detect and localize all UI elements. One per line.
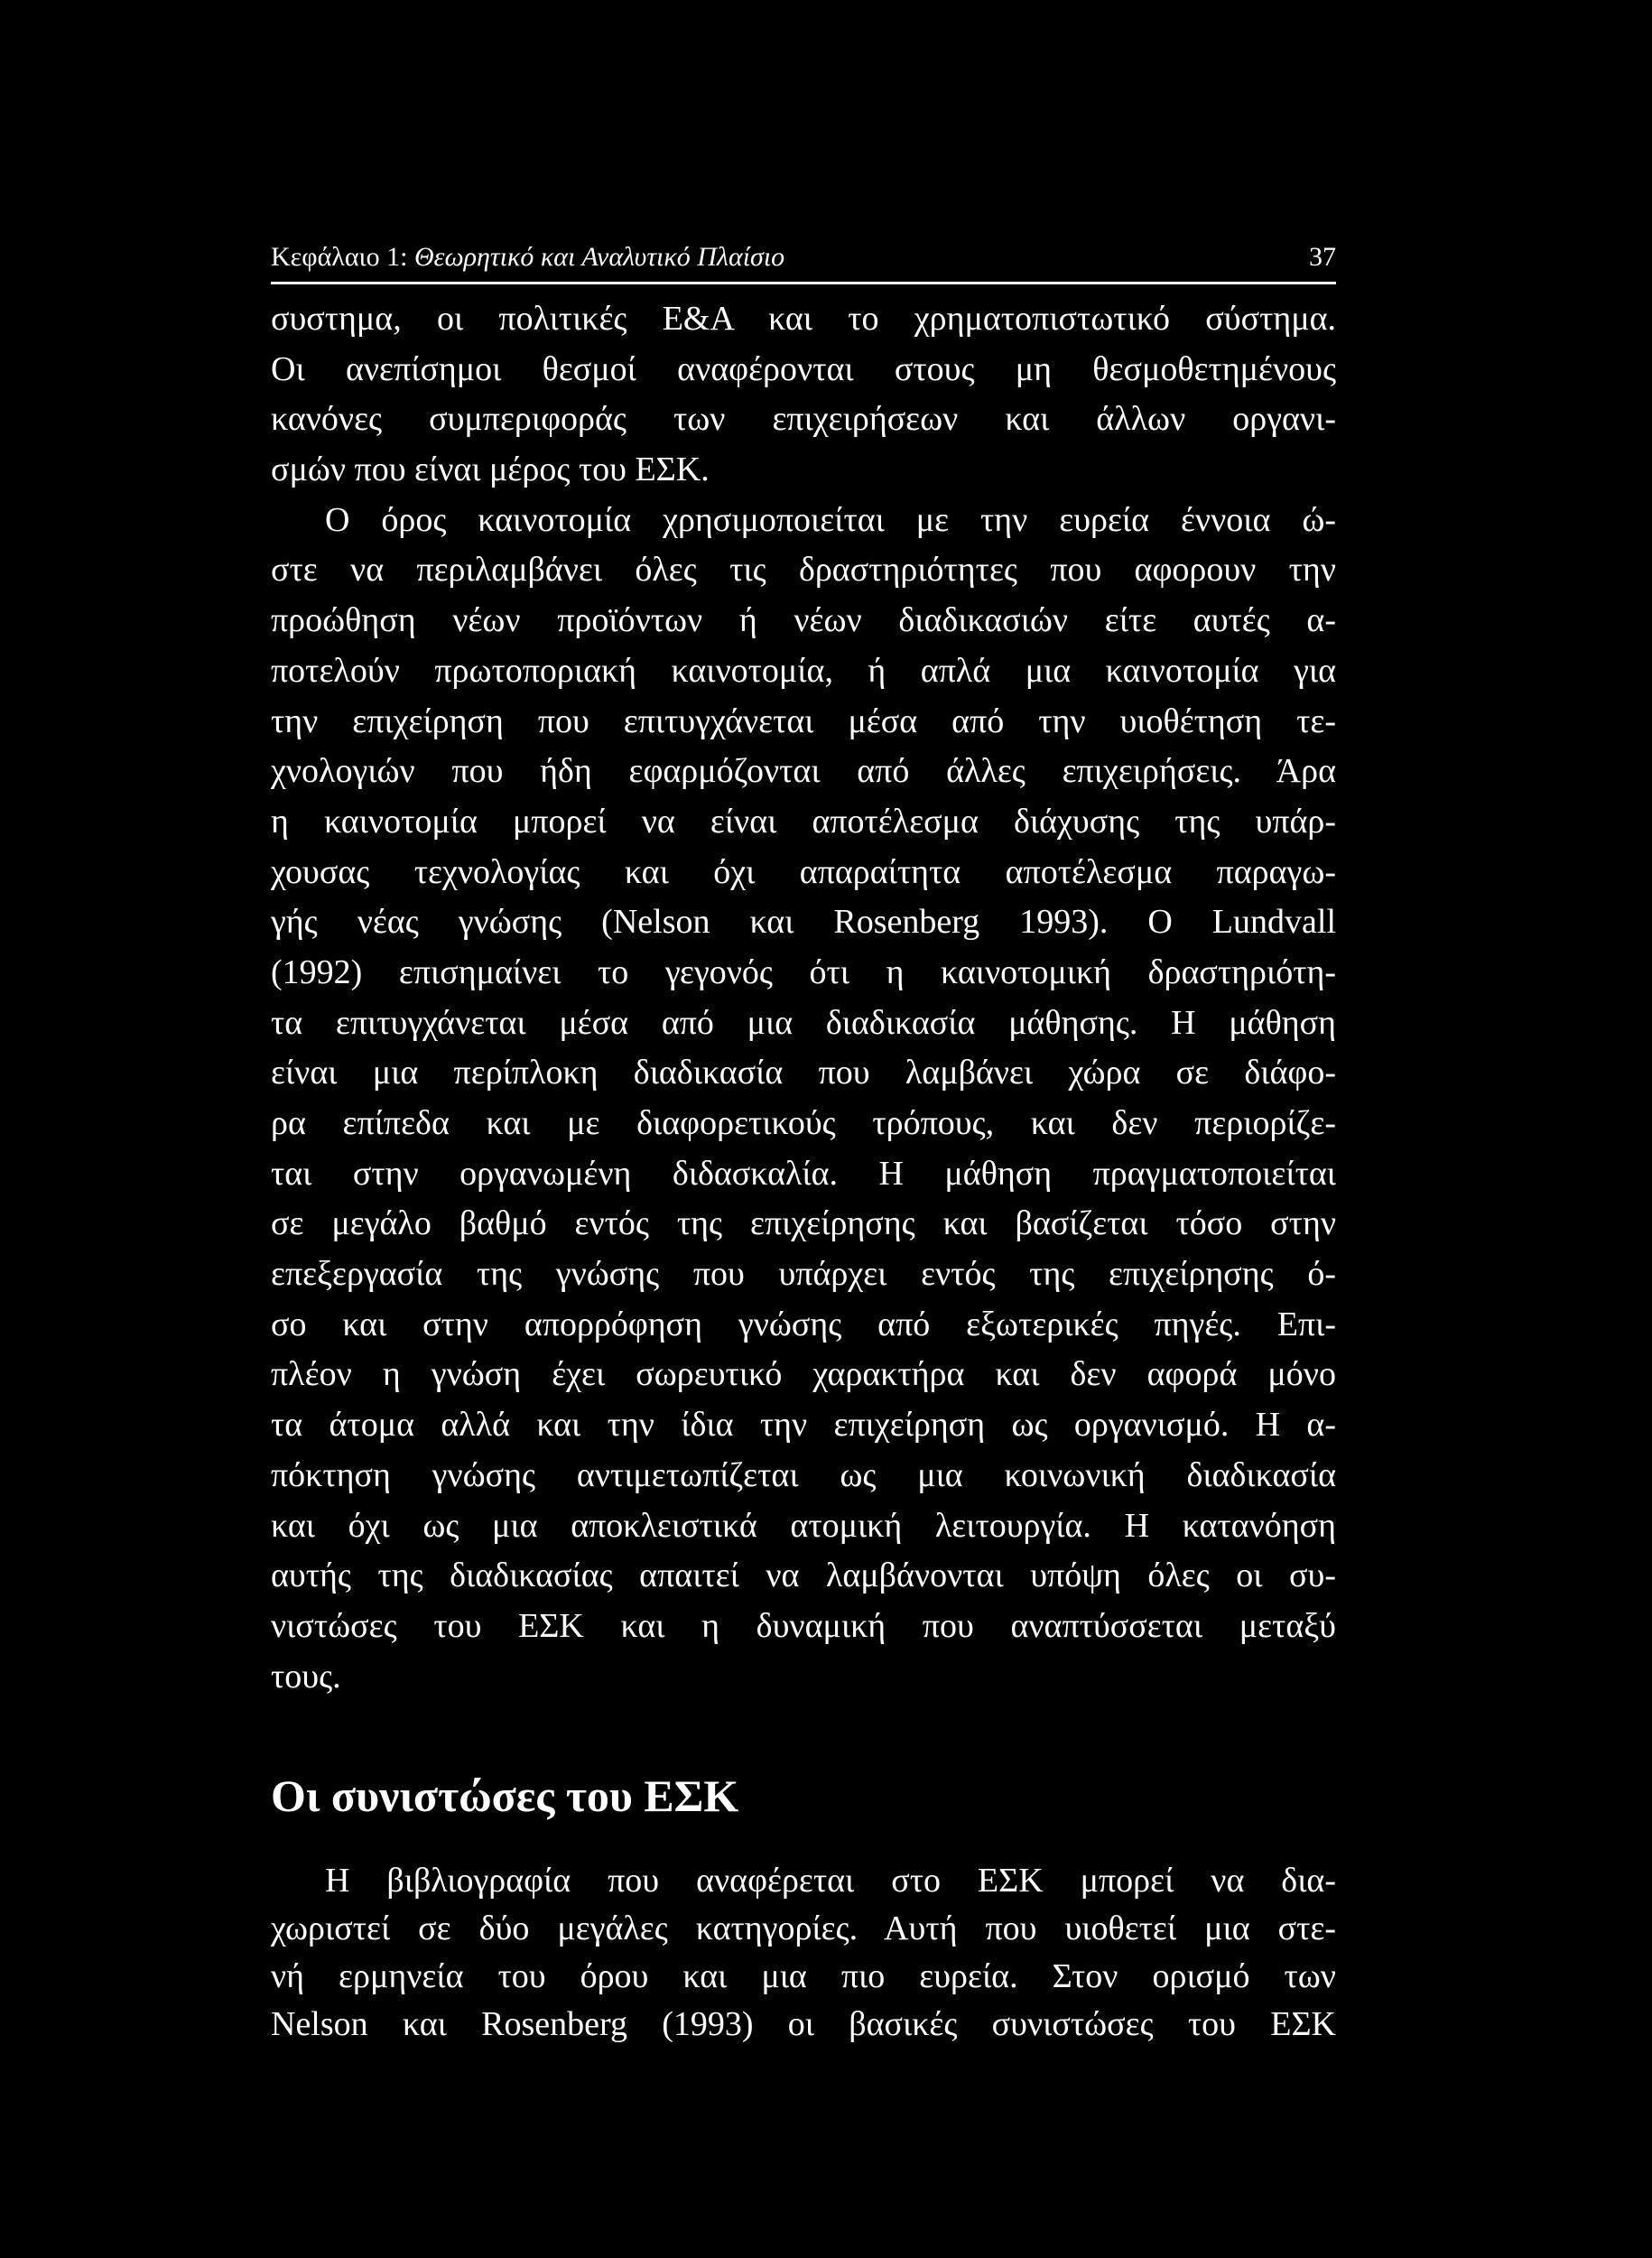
text-line: ται στην οργανωμένη διδασκαλία. Η μάθηση πραγματοποιείται	[271, 1154, 1336, 1193]
text-line: Η βιβλιογραφία που αναφέρεται στο ΕΣΚ μπορεί να δια-	[325, 1862, 1336, 1900]
text-line: πόκτηση γνώσης αντιμετωπίζεται ως μια κοινωνική διαδικασία	[271, 1455, 1336, 1494]
body-text	[271, 294, 1336, 1702]
text-line: η καινοτομία μπορεί να είναι αποτέλεσμα διάχυσης της υπάρ-	[271, 802, 1336, 841]
chapter-title	[271, 242, 784, 273]
text-line: νή ερμηνεία του όρου και μια πιο ευρεία. Στον ορισμό των	[271, 1957, 1336, 1995]
text-line: κανόνες συμπεριφοράς των επιχειρήσεων και άλλων οργανι-	[271, 400, 1336, 439]
text-line: ποτελούν πρωτοποριακή καινοτομία, ή απλά μια καινοτομία για	[271, 651, 1336, 690]
chapter-label: Κεφάλαιο 1:	[271, 242, 408, 272]
header-rule	[271, 282, 1336, 284]
text-line: τα άτομα αλλά και την ίδια την επιχείρηση ως οργανισμό. Η α-	[271, 1406, 1336, 1445]
text-line: χωριστεί σε δύο μεγάλες κατηγορίες. Αυτή που υιοθετεί μια στε-	[271, 1910, 1336, 1947]
text-line: σμών που είναι μέρος του ΕΣΚ.	[271, 451, 710, 489]
text-line: τους.	[271, 1657, 341, 1696]
text-line: γής νέας γνώσης (Nelson και Rosenberg 1993). Ο Lundvall	[271, 903, 1336, 942]
page-number: 37	[1309, 242, 1336, 272]
text-line: συστημα, οι πολιτικές Ε&Α και το χρηματοπιστωτικό σύστημα.	[271, 300, 1336, 338]
text-line: στε να περιλαμβάνει όλες τις δραστηριότητες που αφορουν την	[271, 551, 1336, 590]
text-line: Οι ανεπίσημοι θεσμοί αναφέρονται στους μη θεσμοθετημένους	[271, 349, 1336, 388]
section-text	[271, 1857, 1336, 2049]
text-line: και όχι ως μια αποκλειστικά ατομική λειτουργία. Η κατανόηση	[271, 1506, 1336, 1545]
text-line: Ο όρος καινοτομία χρησιμοποιείται με την ευρεία έννοια ώ-	[325, 500, 1336, 539]
text-line: χουσας τεχνολογίας και όχι απαραίτητα αποτέλεσμα παραγω-	[271, 852, 1336, 891]
text-line: αυτής της διαδικασίας απαιτεί να λαμβάνονται υπόψη όλες οι συ-	[271, 1556, 1336, 1595]
chapter-name: Θεωρητικό και Αναλυτικό Πλαίσιο	[413, 242, 785, 272]
text-line: είναι μια περίπλοκη διαδικασία που λαμβάνει χώρα σε διάφο-	[271, 1054, 1336, 1092]
text-line: (1992) επισημαίνει το γεγονός ότι η καινοτομική δραστηριότη-	[271, 952, 1336, 991]
text-line: τα επιτυγχάνεται μέσα από μια διαδικασία μάθησης. Η μάθηση	[271, 1003, 1336, 1042]
text-line: την επιχείρηση που επιτυγχάνεται μέσα από την υιοθέτηση τε-	[271, 702, 1336, 740]
text-line: σο και στην απορρόφηση γνώσης από εξωτερικές πηγές. Επι-	[271, 1305, 1336, 1343]
text-line: πλέον η γνώση έχει σωρευτικό χαρακτήρα και δεν αφορά μόνο	[271, 1355, 1336, 1394]
text-line: προώθηση νέων προϊόντων ή νέων διαδικασιών είτε αυτές α-	[271, 601, 1336, 640]
text-line: χνολογιών που ήδη εφαρμόζονται από άλλες επιχειρήσεις. Άρα	[271, 752, 1336, 791]
text-line: επεξεργασία της γνώσης που υπάρχει εντός της επιχείρησης ό-	[271, 1255, 1336, 1294]
text-line: σε μεγάλο βαθμό εντός της επιχείρησης και βασίζεται τόσο στην	[271, 1204, 1336, 1243]
section-heading: Οι συνιστώσες του ΕΣΚ	[271, 1770, 739, 1821]
text-line: νιστώσες του ΕΣΚ και η δυναμική που αναπτύσσεται μεταξύ	[271, 1606, 1336, 1645]
text-line: ρα επίπεδα και με διαφορετικούς τρόπους, και δεν περιορίζε-	[271, 1104, 1336, 1142]
text-line: Nelson και Rosenberg (1993) οι βασικές συνιστώσες του ΕΣΚ	[271, 2005, 1336, 2043]
running-header	[271, 242, 1336, 278]
